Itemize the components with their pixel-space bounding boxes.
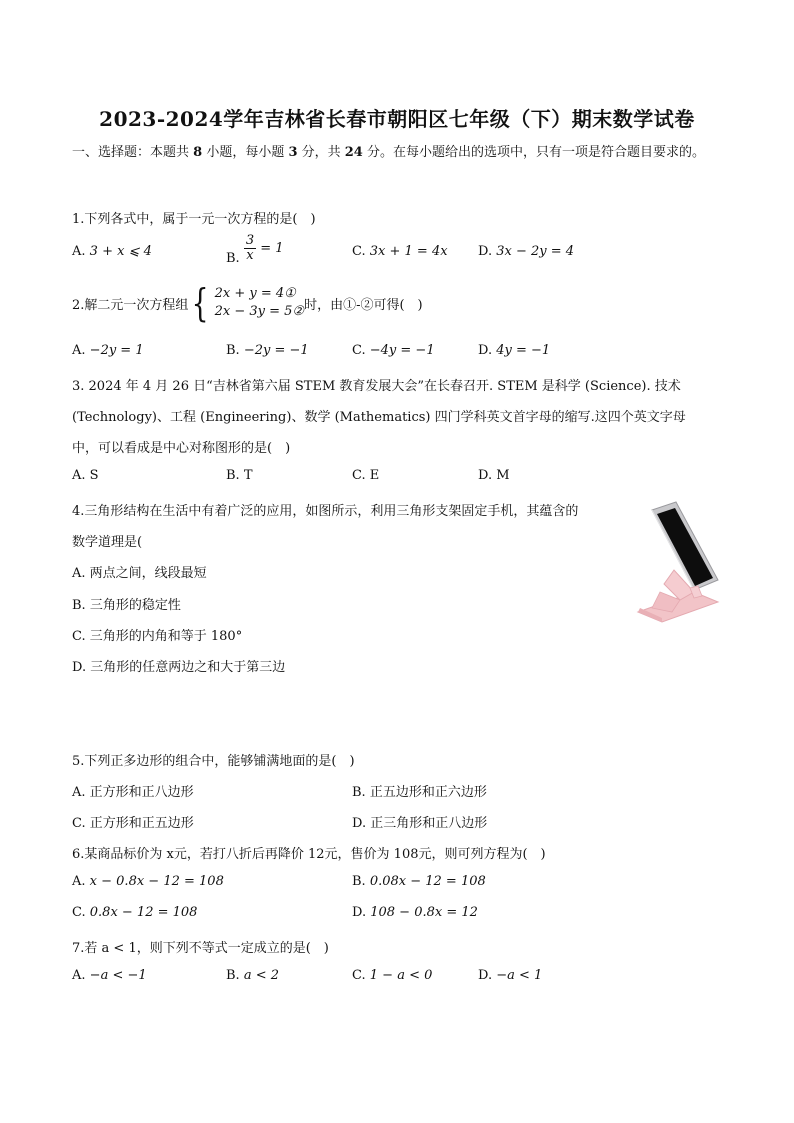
q6-option-a: A. x − 0.8x − 12 = 108 [72, 874, 224, 889]
phone-stand-image [632, 500, 722, 624]
q6-option-c: C. 0.8x − 12 = 108 [72, 905, 198, 920]
section-header: 一、选择题：本题共 8 小题，每小题 3 分，共 24 分。在每小题给出的选项中，只有一项是符合题目要求的。 [72, 145, 705, 160]
q1-option-b: B. $\frac{3}{x}$ = 1 [226, 233, 284, 266]
question-5-stem: 5.下列正多边形的组合中，能够铺满地面的是( ) [72, 754, 355, 769]
q5-option-c: C. 正方形和正五边形 [72, 816, 194, 831]
q7-option-c: C. 1 − a < 0 [352, 968, 433, 983]
q7-option-b: B. a < 2 [226, 968, 280, 983]
q4-option-d: D. 三角形的任意两边之和大于第三边 [72, 660, 286, 675]
q2-option-a: A. −2y = 1 [72, 343, 144, 358]
q5-option-d: D. 正三角形和正八边形 [352, 816, 488, 831]
q3-option-a: A. S [72, 468, 99, 483]
q6-option-b: B. 0.08x − 12 = 108 [352, 874, 486, 889]
q1-option-d: D. 3x − 2y = 4 [478, 244, 575, 259]
question-3-line-2: (Technology)、工程 (Engineering)、数学 (Mathematics) 四门学科英文首字母的缩写.这四个英文字母 [72, 410, 686, 425]
question-7-stem: 7.若 a < 1，则下列不等式一定成立的是( ) [72, 941, 329, 956]
question-4-line-1: 4.三角形结构在生活中有着广泛的应用，如图所示，利用三角形支架固定手机，其蕴含的 [72, 504, 579, 519]
q4-option-a: A. 两点之间，线段最短 [72, 566, 207, 581]
q3-option-c: C. E [352, 468, 380, 483]
q2-option-c: C. −4y = −1 [352, 343, 435, 358]
q1-option-a: A. 3 + x ⩽ 4 [72, 244, 152, 259]
q6-option-d: D. 108 − 0.8x = 12 [352, 905, 478, 920]
q4-option-b: B. 三角形的稳定性 [72, 598, 181, 613]
page-title: 2023-2024学年吉林省长春市朝阳区七年级（下）期末数学试卷 [99, 107, 695, 131]
q2-option-d: D. 4y = −1 [478, 343, 551, 358]
question-6-stem: 6.某商品标价为 x元，若打八折后再降价 12元，售价为 108元，则可列方程为( ) [72, 847, 546, 862]
q7-option-d: D. −a < 1 [478, 968, 543, 983]
question-3-line-3: 中，可以看成是中心对称图形的是( ) [72, 441, 291, 456]
q5-option-a: A. 正方形和正八边形 [72, 785, 194, 800]
question-1-stem: 1.下列各式中，属于一元一次方程的是( ) [72, 212, 316, 227]
brace-icon: { [192, 281, 209, 325]
q3-option-d: D. M [478, 468, 510, 483]
question-4-line-2: 数学道理是( [72, 535, 143, 550]
equation-system: { 2x + y = 4① 2x − 3y = 5② [192, 281, 305, 325]
q7-option-a: A. −a < −1 [72, 968, 147, 983]
question-2-stem: 2.解二元一次方程组 { 2x + y = 4① 2x − 3y = 5② 时，由①-②可得( ) [72, 281, 423, 325]
q3-option-b: B. T [226, 468, 253, 483]
q4-option-c: C. 三角形的内角和等于 180° [72, 629, 243, 644]
question-3-line-1: 3. 2024 年 4 月 26 日“吉林省第六届 STEM 教育发展大会”在长春召开. STEM 是科学 (Science). 技术 [72, 379, 681, 394]
q1-option-c: C. 3x + 1 = 4x [352, 244, 448, 259]
q5-option-b: B. 正五边形和正六边形 [352, 785, 487, 800]
q2-option-b: B. −2y = −1 [226, 343, 309, 358]
fraction: $\frac{3}{x}$ [245, 233, 255, 263]
